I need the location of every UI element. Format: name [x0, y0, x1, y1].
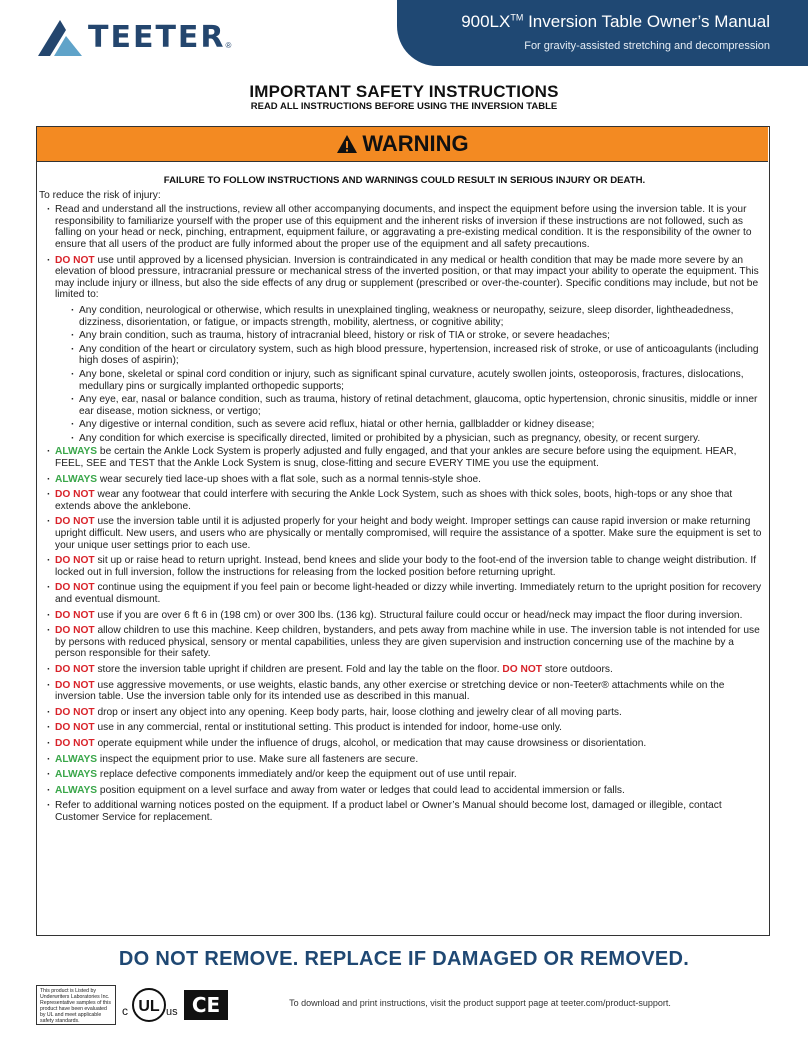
warning-item [47, 707, 762, 719]
condition-item: · Any digestive or internal condition, such as severe acid reflux, hiatal or other hernia, gallbladder or kidney disease; [47, 419, 762, 431]
safety-subheading: READ ALL INSTRUCTIONS BEFORE USING THE INVERSION TABLE [250, 101, 558, 112]
warning-item [47, 680, 762, 703]
do-not-keyword: DO NOT [55, 254, 95, 266]
do-not-keyword: DO NOT [55, 625, 95, 637]
warning-item [47, 769, 762, 781]
ul-certification-icon [120, 985, 178, 1025]
always-keyword: ALWAYS [55, 769, 98, 781]
warning-item [47, 582, 762, 605]
do-not-keyword: DO NOT [55, 737, 95, 749]
always-keyword: ALWAYS [55, 753, 98, 765]
do-not-keyword: DO NOT [55, 722, 95, 734]
warning-item-text: wear securely tied lace-up shoes with a flat sole, such as a normal tennis-style shoe. [97, 473, 482, 485]
warning-lead: FAILURE TO FOLLOW INSTRUCTIONS AND WARNINGS COULD RESULT IN SERIOUS INJURY OR DEATH. [163, 175, 646, 186]
warning-item [47, 785, 762, 797]
warning-item [47, 474, 762, 486]
condition-item: · Any condition for which exercise is specifically directed, limited or prohibited by a physician, such as pregnancy, obesity, or recent surgery. [47, 433, 762, 445]
warning-item-text: Refer to additional warning notices posted on the equipment. If a product label or Owner’s Manual should become lost, damaged or illegible, contact Customer Service for replacement. [55, 800, 722, 823]
warning-item [47, 555, 762, 578]
warning-item [47, 738, 762, 750]
do-not-keyword: DO NOT [55, 679, 95, 691]
condition-item: · Any eye, ear, nasal or balance condition, such as trauma, history of retinal detachment, glaucoma, optic hypertension, chronic sinusitis, middle or inner ear disease, motion sickness, or vertigo; [47, 394, 762, 417]
warning-item-physician [47, 255, 762, 301]
ce-mark-icon: CE [184, 990, 228, 1020]
warning-item [47, 516, 762, 551]
header-band [397, 0, 808, 66]
warning-item-text: store outdoors. [542, 663, 613, 675]
warning-box [36, 126, 770, 936]
manual-title-text: Inversion Table Owner’s Manual [523, 12, 770, 31]
warning-content [39, 175, 762, 828]
warning-item-text: operate equipment while under the influence of drugs, alcohol, or medication that may cause drowsiness or disorientation. [94, 737, 647, 749]
do-not-keyword: DO NOT [502, 663, 542, 675]
warning-item-text: sit up or raise head to return upright. Instead, bend knees and slide your body to the foot-end of the inversion table to change weight distribution. If locked out in full inversion, follow the instructions for releasing from the locked position before returning upright. [55, 555, 757, 578]
warning-item-text: use the inversion table until it is adjusted properly for your height and body weight. Improper settings can cause rapid inversion or make returning upright difficult. New users, and users who are physically or mentally compromised, will require the assistance of a spotter. Make sure the equipment is set to your unique user settings prior to each use. [55, 516, 762, 551]
teeter-logo-mark-icon [36, 18, 84, 58]
do-not-keyword: DO NOT [55, 609, 95, 621]
warning-item-text: drop or insert any object into any opening. Keep body parts, hair, loose clothing and jewelry clear of all moving parts. [94, 706, 622, 718]
do-not-keyword: DO NOT [55, 516, 95, 528]
warning-item [47, 625, 762, 660]
warning-item-text: be certain the Ankle Lock System is properly adjusted and fully engaged, and that your ankles are secure before using the equipment. HEAR, FEEL, SEE and TEST that the Ankle Lock System is snug, close-fitting and secure EVERY TIME you use the equipment. [55, 446, 737, 470]
brand-registered-mark: ® [225, 41, 232, 50]
do-not-keyword: DO NOT [55, 489, 95, 501]
warning-item [47, 489, 762, 512]
warning-banner [37, 127, 768, 162]
do-not-keyword: DO NOT [55, 555, 95, 567]
ul-listing-note: This product is Listed by Underwriters Laboratories Inc. Representative samples of this product have been evaluated by UL and meet applicable safety standards. [36, 985, 116, 1025]
always-keyword: ALWAYS [55, 784, 98, 796]
warning-item-text: use until approved by a licensed physician. Inversion is contraindicated in any medical or health condition that may be made more severe by an elevation of blood pressure, intracranial pressure or mechanical stress of the inverted position, or that may impact your ability to operate the equipment. This may include injury or illness, but also the side effects of any drug or supplement (prescribed or over-the-counter). Specific conditions may include, but not be limited to: [55, 254, 759, 301]
warning-item [47, 446, 762, 469]
model-name: 900LX [461, 12, 511, 31]
condition-item: · Any condition of the heart or circulatory system, such as high blood pressure, hypertension, increased risk of stroke, or use of anticoagulants (including high doses of aspirin); [47, 344, 762, 367]
warning-item-text: use if you are over 6 ft 6 in (198 cm) or over 300 lbs. (136 kg). Structural failure could occur or head/neck may impact the floor during inversion. [94, 609, 743, 621]
download-instructions-note: To download and print instructions, visit the product support page at teeter.com/product-support. [289, 998, 671, 1008]
warning-intro: To reduce the risk of injury: [39, 189, 161, 201]
warning-triangle-icon [336, 134, 358, 154]
warning-item-text: Read and understand all the instructions, review all other accompanying documents, and inspect the equipment before using the inversion table. It is your responsibility to familiarize yourself with the proper use of this equipment and the inherent risks of inversion if these instructions are not followed, such as falling on your head or neck, pinching, entrapment, equipment failure, or aggravating a pre-existing medical condition. It is the responsibility of the owner to ensure that all users of the product are fully informed about the proper use of the equipment and all safety precautions. [55, 204, 752, 250]
warning-item-text: use in any commercial, rental or institutional setting. This product is intended for indoor, home-use only. [94, 722, 562, 734]
warning-item-text: replace defective components immediately and/or keep the equipment out of use until repair. [97, 769, 517, 781]
safety-heading: IMPORTANT SAFETY INSTRUCTIONS [249, 82, 559, 101]
teeter-logo [36, 18, 231, 58]
ul-mark-text: UL [138, 998, 160, 1015]
trademark-mark: TM [510, 12, 524, 23]
condition-item: · Any brain condition, such as trauma, history of intracranial bleed, history or risk of TIA or stroke, or severe headaches; [47, 330, 762, 342]
do-not-keyword: DO NOT [55, 663, 95, 675]
condition-item: · Any bone, skeletal or spinal cord condition or injury, such as significant spinal curvature, acutely swollen joints, osteoporosis, fractures, dislocations, medullary pins or surgically implanted orthopedic supports; [47, 369, 762, 392]
warning-item-text: store the inversion table upright if children are present. Fold and lay the table on the floor. [94, 663, 503, 675]
warning-item-refer [47, 800, 762, 823]
warning-item-text: allow children to use this machine. Keep children, bystanders, and pets away from machine while in use. The inversion table is not intended for use by persons with reduced physical, sensory or mental capabilities, unless they are given supervision and instruction concerning use of the machine by a person responsible for their safety. [55, 625, 760, 660]
always-keyword: ALWAYS [55, 473, 98, 485]
do-not-keyword: DO NOT [55, 706, 95, 718]
warning-item [47, 722, 762, 734]
warning-item-text: wear any footwear that could interfere with securing the Ankle Lock System, such as shoes with thick soles, boots, high-tops or any shoe that extends above the anklebone. [55, 489, 733, 512]
manual-subtitle: For gravity-assisted stretching and decompression [524, 40, 770, 52]
warning-item [47, 664, 762, 676]
ul-c-letter: c [122, 1004, 128, 1018]
ul-us-letters: us [166, 1006, 178, 1018]
do-not-remove-notice: DO NOT REMOVE. REPLACE IF DAMAGED OR REMOVED. [118, 948, 690, 970]
manual-title [420, 12, 770, 32]
warning-item [47, 610, 762, 622]
condition-list [47, 305, 762, 445]
warning-item-text: position equipment on a level surface and away from water or ledges that could lead to accidental immersion or falls. [97, 784, 625, 796]
warning-banner-text: WARNING [362, 131, 469, 156]
warning-item [47, 754, 762, 766]
do-not-keyword: DO NOT [55, 582, 95, 594]
warning-item-read [47, 204, 762, 250]
warning-item-text: continue using the equipment if you feel pain or become light-headed or dizzy while inverting. Immediately return to the upright position for recovery and eventual dismount. [55, 582, 762, 605]
condition-item: · Any condition, neurological or otherwise, which results in unexplained tingling, weakness or neuropathy, seizure, sleep disorder, lightheadedness, dizziness, disorientation, or fatigue, or impacts strength, mobility, alertness, or cognitive ability; [47, 305, 762, 328]
always-keyword: ALWAYS [55, 446, 98, 458]
warning-item-text: use aggressive movements, or use weights, elastic bands, any other exercise or stretching device or non-Teeter® attachments while on the inversion table. Use the inversion table only for its intended use as described in this manual. [55, 679, 725, 703]
brand-name: TEETER [88, 20, 226, 55]
warning-item-text: inspect the equipment prior to use. Make sure all fasteners are secure. [97, 753, 419, 765]
